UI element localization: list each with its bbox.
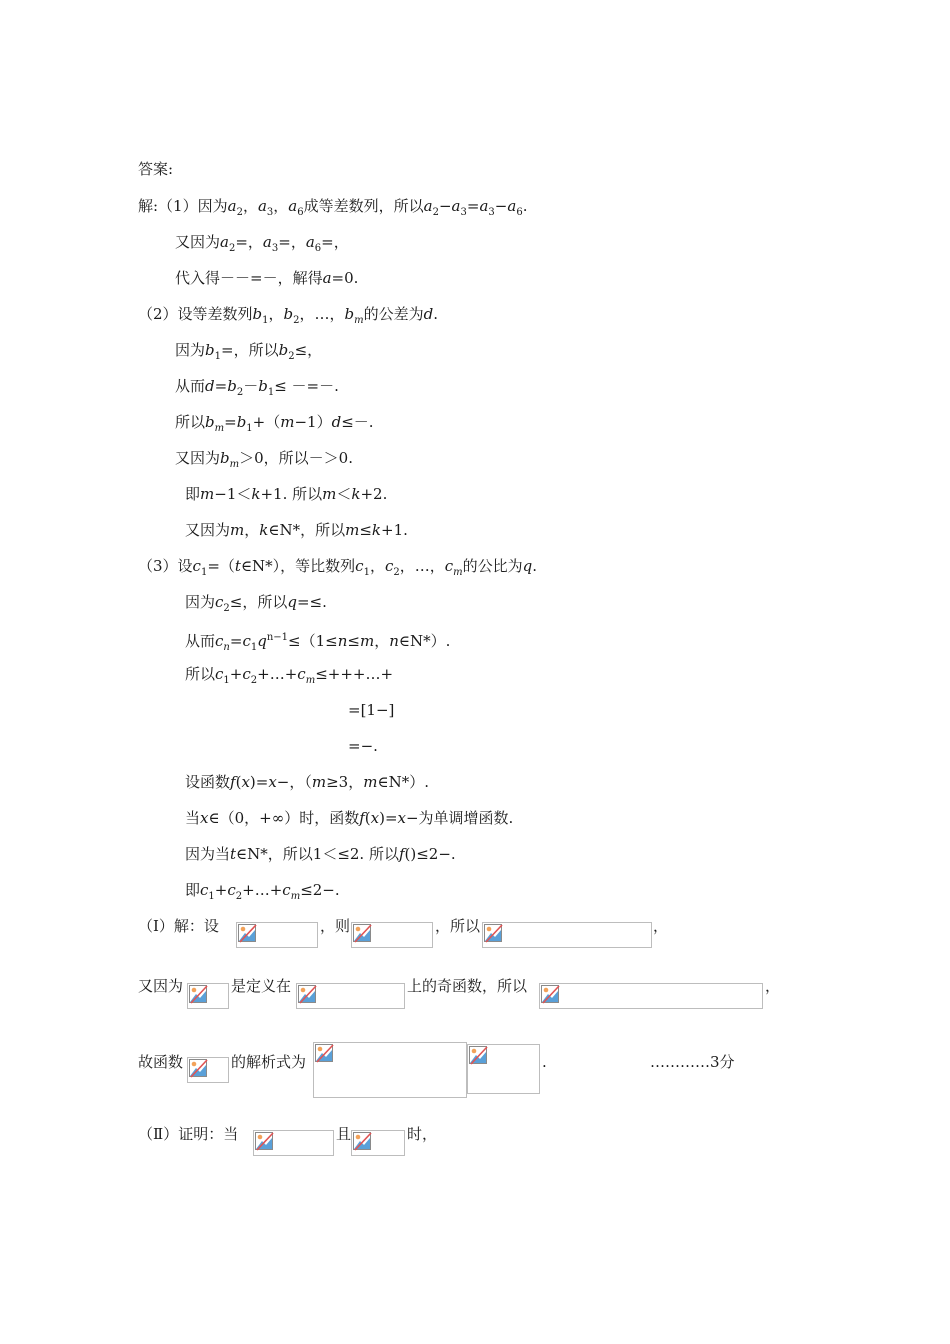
part2-line7: 又因为m，k∈N*，所以m≤k+1. [185, 521, 408, 539]
broken-image-icon [468, 1045, 488, 1065]
answer-label: 答案: [138, 160, 174, 178]
part3-line8: 当x∈（0，+∞）时，函数f(x)=x−为单调增函数. [185, 809, 514, 827]
formula-image-placeholder [313, 1042, 467, 1098]
broken-image-icon [314, 1043, 334, 1063]
part3-line4: 所以$c_1+c_2+\dots+c_m\le+++\dots+$ [185, 665, 394, 686]
q1-line1-so: ，所以 [435, 917, 481, 935]
part3-line1: （3）设$c_1=(t\in N*)$，等比数列$c_1$，$c_2$，…，$c_m$的公比为q. [138, 557, 538, 578]
q1-line2-odd: 上的奇函数，所以 [407, 977, 528, 995]
part3-line5: =[1−] [348, 701, 395, 719]
formula-image-placeholder [467, 1044, 540, 1094]
part2-line1: （2）设等差数列$b_1$，$b_2$，…，$b_m$的公差为d. [138, 305, 439, 326]
q1-line3: 故函数 [138, 1053, 184, 1071]
part2-line4: 所以$b_m=b_1+(m-1)d\le-$. [175, 413, 374, 434]
part1-line2: 又因为$a_2=$，$a_3=$，$a_6=$， [175, 233, 349, 254]
part3-line6: =−. [348, 737, 378, 755]
q2-line1: （Ⅱ）证明：当 [138, 1125, 239, 1143]
formula-image-placeholder [351, 922, 433, 948]
q1-line1-end: ， [653, 917, 669, 935]
formula-image-placeholder [236, 922, 318, 948]
part3-line7: 设函数f(x)=x−，（m≥3，m∈N*）. [185, 773, 429, 791]
q1-line1-then: ，则 [320, 917, 351, 935]
formula-image-placeholder [253, 1130, 334, 1156]
part2-line5: 又因为$b_m>0$，所以－＞0. [175, 449, 353, 470]
formula-image-placeholder [187, 983, 229, 1009]
part2-line2: 因为$b_1=$，所以$b_2\le$， [175, 341, 323, 362]
q1-line2-defined: 是定义在 [231, 977, 292, 995]
formula-image-placeholder [296, 983, 405, 1009]
broken-image-icon [254, 1131, 274, 1151]
formula-image-placeholder [482, 922, 652, 948]
q1-line3-end: . [542, 1053, 547, 1071]
formula-image-placeholder [351, 1130, 405, 1156]
part2-line3: 从而$d=b_2-b_1\le$ －=－. [175, 377, 339, 398]
part1-line3: 代入得－－=－，解得a=0. [175, 269, 359, 287]
broken-image-icon [297, 984, 317, 1004]
q2-line1-and: 且 [336, 1125, 352, 1143]
part3-line2: 因为$c_2\le$，所以q=≤. [185, 593, 327, 614]
formula-image-placeholder [539, 983, 763, 1009]
q1-line2: 又因为 [138, 977, 184, 995]
q1-line1: （Ⅰ）解：设 [138, 917, 219, 935]
broken-image-icon [188, 1058, 208, 1078]
q1-line3-expr: 的解析式为 [231, 1053, 307, 1071]
broken-image-icon [483, 923, 503, 943]
broken-image-icon [352, 923, 372, 943]
q2-line1-when: 时， [407, 1125, 438, 1143]
broken-image-icon [540, 984, 560, 1004]
score-note: …………3分 [650, 1053, 735, 1071]
part3-line10: 即$c_1+c_2+\dots+c_m\le 2-$. [185, 881, 340, 902]
q1-line2-end: ， [765, 977, 781, 995]
part3-line9: 因为当t∈N*，所以1＜≤2. 所以f()≤2−. [185, 845, 456, 863]
part2-line6: 即m−1＜k+1. 所以m＜k+2. [185, 485, 388, 503]
part3-line3: 从而$c_n=c_1q^{n-1}\le(1\le n\le m$，n∈N*）. [185, 632, 451, 653]
formula-image-placeholder [187, 1057, 229, 1083]
broken-image-icon [352, 1131, 372, 1151]
part1-line1: 解:（1）因为$a_2$，$a_3$，$a_6$成等差数列，所以$a_2-a_3=a_3-a_6$. [138, 197, 528, 218]
broken-image-icon [237, 923, 257, 943]
broken-image-icon [188, 984, 208, 1004]
